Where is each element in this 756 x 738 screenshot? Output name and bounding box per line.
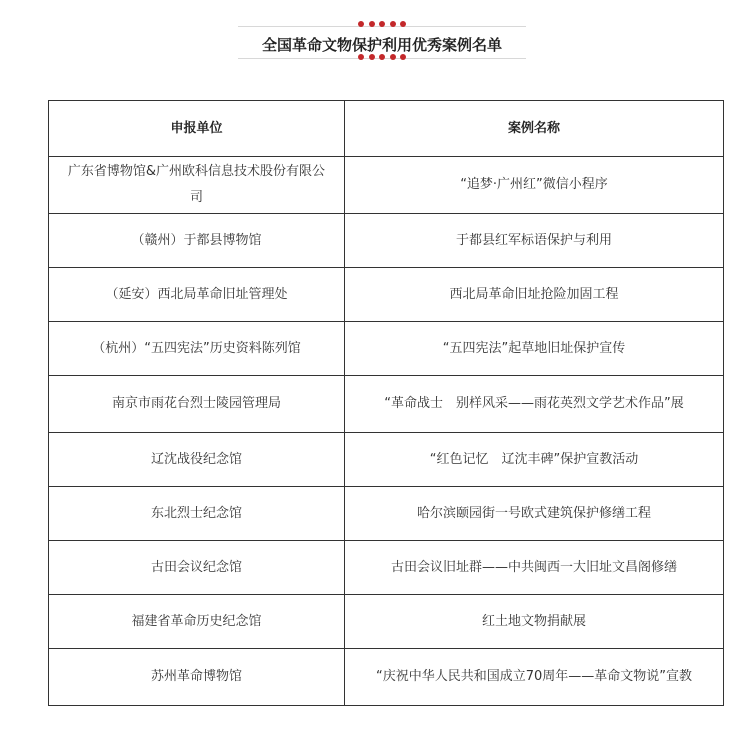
table-row: [49, 322, 724, 376]
case-cell: 红土地文物捐献展: [345, 595, 724, 649]
table-header-row: [49, 101, 724, 157]
table-row: [49, 433, 724, 487]
decor-dot: [400, 54, 406, 60]
table-row: [49, 541, 724, 595]
table-row: [49, 157, 724, 214]
header-bottom-dots: [358, 54, 406, 60]
column-header-case: 案例名称: [345, 101, 724, 157]
column-header-unit: 申报单位: [49, 101, 345, 157]
decor-dot: [358, 21, 364, 27]
unit-cell: （延安）西北局革命旧址管理处: [49, 268, 345, 322]
decor-dot: [379, 21, 385, 27]
case-cell: 西北局革命旧址抢险加固工程: [345, 268, 724, 322]
unit-cell: 辽沈战役纪念馆: [49, 433, 345, 487]
cases-table: [48, 100, 724, 706]
table-row: [49, 649, 724, 706]
decor-dot: [379, 54, 385, 60]
unit-cell: 广东省博物馆&广州欧科信息技术股份有限公司: [49, 157, 345, 214]
table-row: [49, 487, 724, 541]
case-cell: “红色记忆 辽沈丰碑”保护宣教活动: [345, 433, 724, 487]
case-cell: “革命战士 别样风采——雨花英烈文学艺术作品”展: [345, 376, 724, 433]
decor-dot: [400, 21, 406, 27]
decor-dot: [390, 54, 396, 60]
case-cell: “庆祝中华人民共和国成立70周年——革命文物说”宣教: [345, 649, 724, 706]
decor-dot: [358, 54, 364, 60]
case-cell: 古田会议旧址群——中共闽西一大旧址文昌阁修缮: [345, 541, 724, 595]
case-cell: “追梦·广州红”微信小程序: [345, 157, 724, 214]
case-cell: 哈尔滨颐园街一号欧式建筑保护修缮工程: [345, 487, 724, 541]
unit-cell: （赣州）于都县博物馆: [49, 214, 345, 268]
unit-cell: 东北烈士纪念馆: [49, 487, 345, 541]
unit-cell: 福建省革命历史纪念馆: [49, 595, 345, 649]
page-title: 全国革命文物保护利用优秀案例名单: [261, 36, 502, 54]
unit-cell: 古田会议纪念馆: [49, 541, 345, 595]
decor-dot: [369, 21, 375, 27]
unit-cell: 苏州革命博物馆: [49, 649, 345, 706]
table-row: [49, 268, 724, 322]
unit-cell: （杭州）“五四宪法”历史资料陈列馆: [49, 322, 345, 376]
decor-dot: [369, 54, 375, 60]
case-cell: 于都县红军标语保护与利用: [345, 214, 724, 268]
table-row: [49, 595, 724, 649]
header-top-dots: [358, 21, 406, 27]
table-row: [49, 214, 724, 268]
unit-cell: 南京市雨花台烈士陵园管理局: [49, 376, 345, 433]
case-cell: “五四宪法”起草地旧址保护宣传: [345, 322, 724, 376]
decor-dot: [390, 21, 396, 27]
table-row: [49, 376, 724, 433]
title-header: [238, 18, 526, 64]
